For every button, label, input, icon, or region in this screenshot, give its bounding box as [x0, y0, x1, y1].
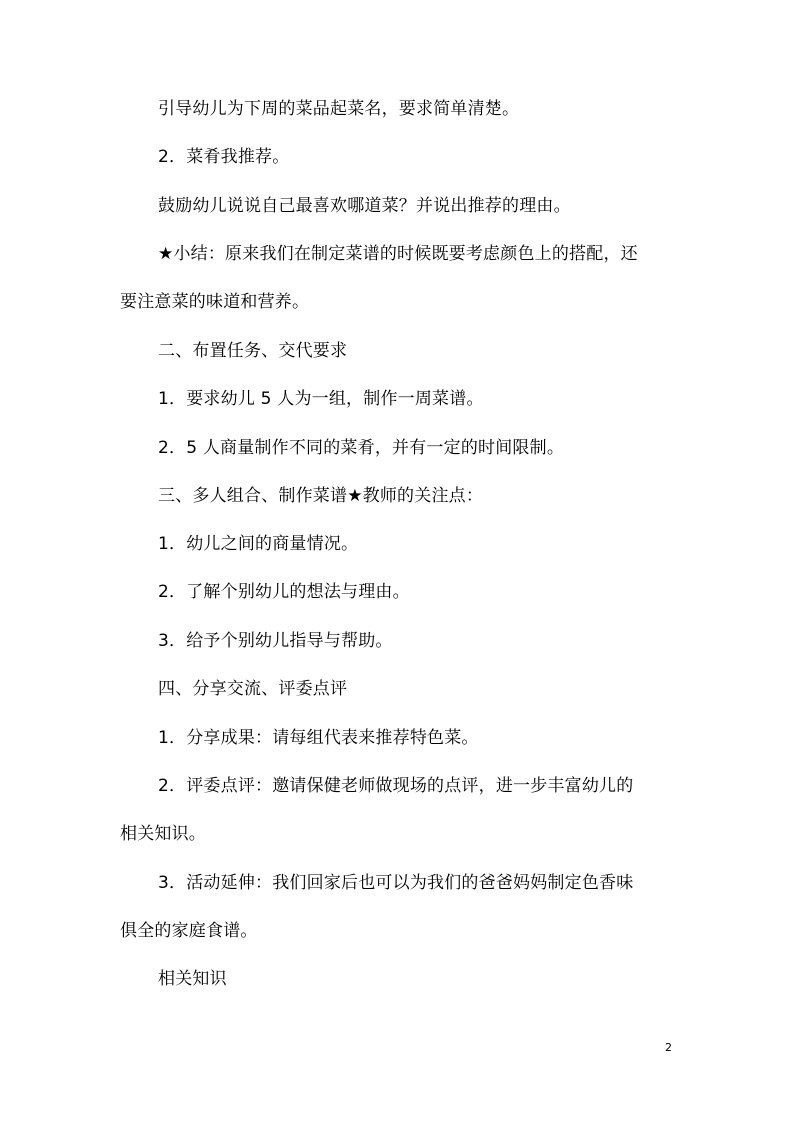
text-line: 2．5 人商量制作不同的菜肴，并有一定的时间限制。: [158, 438, 565, 458]
text-line: 3．给予个别幼儿指导与帮助。: [158, 631, 393, 651]
text-line: 鼓励幼儿说说自己最喜欢哪道菜？并说出推荐的理由。: [158, 196, 571, 216]
text-line: ★小结：原来我们在制定菜谱的时候既要考虑颜色上的搭配，还: [158, 244, 638, 264]
text-line: 2．菜肴我推荐。: [158, 147, 290, 167]
text-line: 1．分享成果：请每组代表来推荐特色菜。: [158, 728, 479, 748]
text-line: 2．了解个别幼儿的想法与理由。: [158, 582, 410, 602]
text-line: 2．评委点评：邀请保健老师做现场的点评，进一步丰富幼儿的: [158, 776, 634, 796]
text-line: 相关知识。: [120, 824, 206, 844]
text-line: 1．幼儿之间的商量情况。: [158, 534, 359, 554]
text-line: 俱全的家庭食谱。: [120, 921, 258, 941]
page-number: 2: [665, 1041, 672, 1054]
section-heading: 三、多人组合、制作菜谱★教师的关注点：: [158, 486, 484, 506]
text-line: 要注意菜的味道和营养。: [120, 292, 310, 312]
text-line: 1．要求幼儿 5 人为一组，制作一周菜谱。: [158, 389, 484, 409]
section-heading: 四、分享交流、评委点评: [158, 679, 348, 699]
text-line: 引导幼儿为下周的菜品起菜名，要求简单清楚。: [158, 99, 520, 119]
section-heading: 二、布置任务、交代要求: [158, 341, 348, 361]
text-line: 相关知识: [158, 969, 227, 989]
text-line: 3．活动延伸：我们回家后也可以为我们的爸爸妈妈制定色香味: [158, 873, 634, 893]
